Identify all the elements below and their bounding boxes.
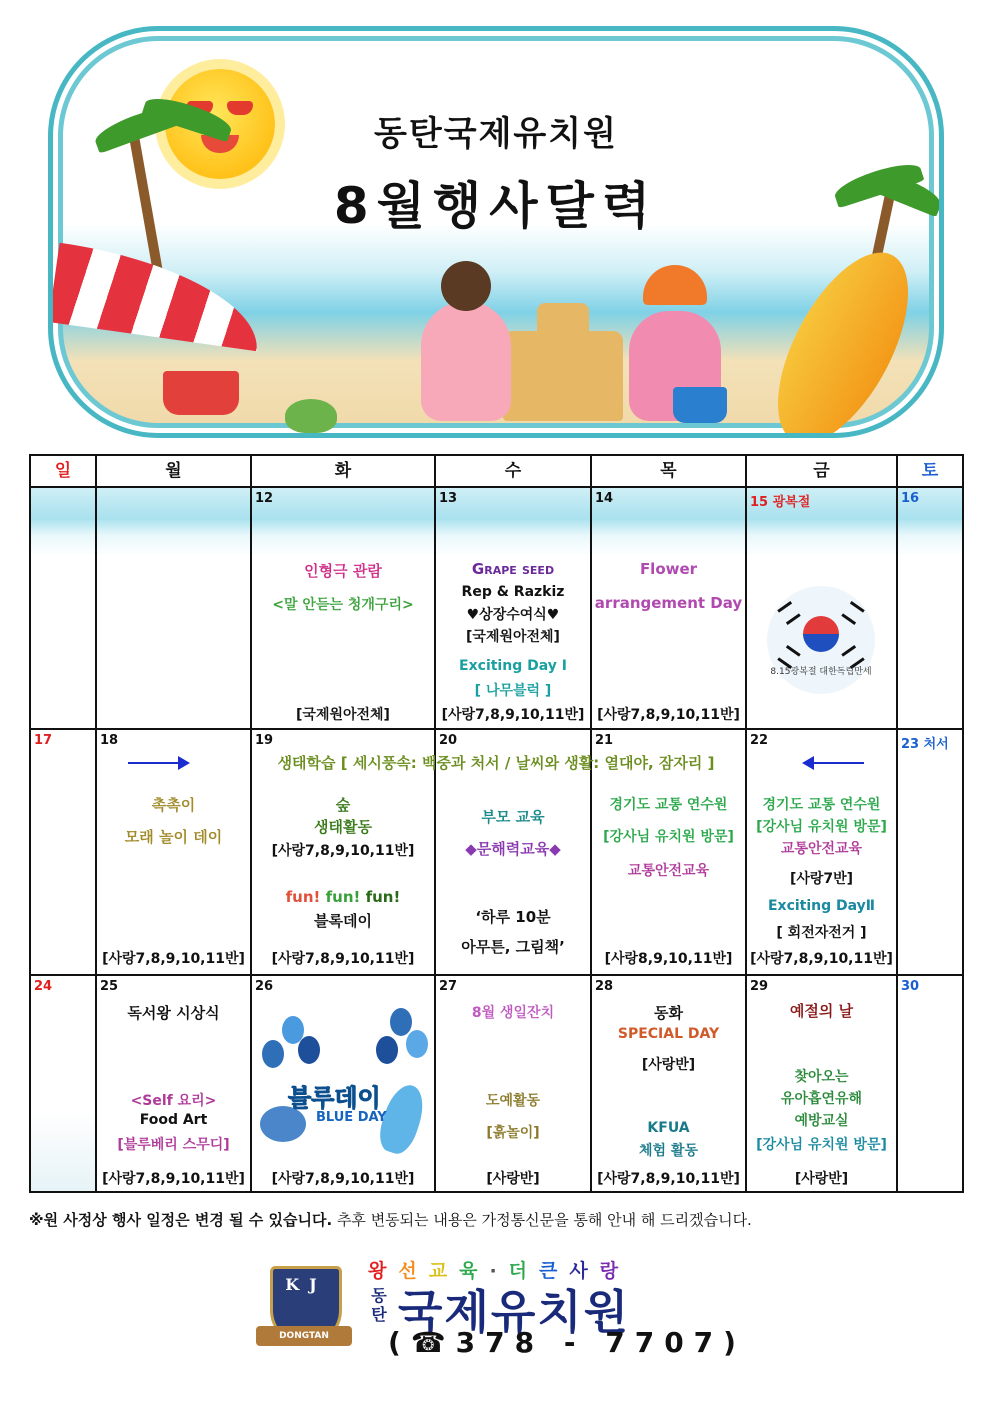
sand-castle	[503, 331, 623, 421]
weekday-sun: 일	[30, 455, 96, 487]
fun-word: fun!	[285, 888, 321, 906]
day-cell-28	[591, 975, 746, 1192]
balloon-icon	[406, 1030, 428, 1058]
event-class: [사랑반]	[486, 1171, 540, 1187]
motto-char: 육	[459, 1260, 490, 1282]
event-title: 모래 놀이 데이	[124, 828, 223, 846]
event-subtitle: [강사님 유치원 방문]	[603, 829, 734, 845]
weekday-sat: 토	[897, 455, 963, 487]
event-subtitle: <말 안듣는 청개구리>	[272, 597, 414, 613]
weekday-fri: 금	[746, 455, 897, 487]
fun-word: fun!	[365, 888, 401, 906]
event-title: arrangement Day	[594, 594, 743, 612]
day-cell-23	[897, 729, 963, 975]
event-title: 블록데이	[314, 912, 372, 930]
balloon-icon	[390, 1008, 412, 1036]
event-title: 예절의 날	[789, 1002, 854, 1020]
event-title: 동화	[654, 1004, 683, 1022]
event-title: 생태활동	[314, 818, 372, 836]
sky-decoration	[436, 488, 590, 556]
event-title: 교통안전교육	[780, 841, 863, 857]
motto-char: 사	[569, 1260, 600, 1282]
event-title: 도예활동	[485, 1093, 541, 1109]
day-cell-17	[30, 729, 96, 975]
blue-bucket	[673, 387, 727, 423]
sea-decoration	[31, 1111, 95, 1191]
event-title: 독서왕 시상식	[127, 1004, 220, 1022]
day-cell-16	[897, 487, 963, 729]
motto-char: 더	[508, 1260, 540, 1282]
event-line: 유아흡연유해	[780, 1091, 863, 1107]
week-row-3	[30, 975, 963, 1192]
event-title: 인형극 관람	[304, 562, 382, 580]
event-line: Rep & Razkiz	[461, 584, 565, 600]
event-line: 예방교실	[794, 1113, 849, 1129]
day-number: 20	[439, 733, 458, 748]
arrow-left-icon	[804, 762, 864, 764]
event-title: 경기도 교통 연수원	[609, 797, 728, 813]
day-number: 30	[901, 979, 920, 994]
day-number: 13	[439, 491, 458, 506]
day-cell-14	[591, 487, 746, 729]
day-number: 27	[439, 979, 458, 994]
balloon-icon	[262, 1040, 284, 1068]
fun-word: fun!	[325, 888, 361, 906]
event-title: 부모 교육	[481, 808, 545, 826]
dongtan-vertical	[366, 1286, 392, 1324]
day-number: 29	[750, 979, 769, 994]
event-class: [사랑7,8,9,10,11반]	[271, 1171, 415, 1187]
event-title: 교통안전교육	[627, 863, 710, 879]
calendar-table	[29, 454, 964, 1193]
day-number: 28	[595, 979, 614, 994]
crest-ribbon: DONGTAN	[256, 1326, 352, 1346]
day-number: 16	[901, 491, 920, 506]
motto-char: 교	[428, 1260, 460, 1282]
event-class: [사랑7,8,9,10,11반]	[441, 707, 585, 723]
trigram-icon	[841, 601, 864, 625]
weekday-thu: 목	[591, 455, 746, 487]
surfboard	[751, 233, 934, 438]
school-crest-logo	[256, 1262, 352, 1352]
event-title: Grape seed	[471, 560, 555, 578]
event-class: [사랑7반]	[789, 871, 854, 887]
event-class: [사랑8,9,10,11반]	[604, 951, 733, 967]
event-title: 경기도 교통 연수원	[762, 797, 881, 813]
event-title: 숲	[335, 796, 351, 814]
day-cell-13	[435, 487, 591, 729]
motto-char: ·	[489, 1260, 509, 1282]
ecology-banner-text: 생태학습 [ 세시풍속: 백중과 처서 / 날씨와 생활: 열대야, 잠자리 ]	[277, 754, 715, 772]
motto-char: 선	[398, 1260, 429, 1282]
event-class: [사랑7,8,9,10,11반]	[102, 1171, 245, 1187]
event-class: [사랑7,8,9,10,11반]	[597, 707, 740, 723]
event-title: SPECIAL DAY	[617, 1026, 720, 1042]
taegeuk-icon	[803, 616, 839, 652]
event-subtitle: [흙놀이]	[486, 1125, 540, 1141]
motto-char: 랑	[599, 1260, 631, 1282]
event-subtitle: [블루베리 스무디]	[117, 1137, 230, 1153]
event-title: 촉촉이	[151, 796, 196, 814]
balloon-icon	[376, 1036, 398, 1064]
day-cell-15	[746, 487, 897, 729]
day-cell	[30, 487, 96, 729]
dongtan-char: 동	[371, 1286, 387, 1305]
page-title: 8월행사달력	[333, 177, 659, 235]
day-number: 17	[34, 733, 53, 748]
event-title: KFUA	[647, 1120, 690, 1136]
motto-char: 왕	[368, 1260, 399, 1282]
motto-char: 큰	[539, 1260, 570, 1282]
day-cell-12	[251, 487, 435, 729]
weekday-header-row	[30, 455, 963, 487]
weekday-tue: 화	[251, 455, 435, 487]
day-cell-25	[96, 975, 251, 1192]
weekday-wed: 수	[435, 455, 591, 487]
trigram-icon	[777, 601, 800, 625]
event-class: [사랑7,8,9,10,11반]	[750, 951, 893, 967]
day-number: 24	[34, 979, 53, 994]
header-banner	[48, 26, 944, 438]
ecology-banner	[96, 752, 896, 782]
day-cell-30	[897, 975, 963, 1192]
event-subtitle: <Self 요리>	[130, 1093, 217, 1109]
dongtan-char: 탄	[371, 1305, 387, 1324]
event-class: [사랑7,8,9,10,11반]	[271, 843, 415, 859]
flag-caption: 8.15광복절 대한독립만세	[770, 667, 872, 677]
child-girl	[421, 301, 511, 421]
sky-decoration	[31, 488, 95, 556]
blue-day-english: BLUE DAY	[316, 1110, 387, 1125]
event-title: Exciting DayⅡ	[767, 898, 876, 914]
arrow-right-icon	[128, 762, 188, 764]
event-class: [사랑반]	[641, 1057, 696, 1073]
phone-number: (☎378 - 7707)	[388, 1326, 746, 1359]
event-subtitle: ‘하루 10분	[475, 908, 551, 926]
event-subtitle: [ 나무블럭 ]	[474, 683, 552, 699]
event-title: Food Art	[139, 1112, 208, 1128]
red-bucket	[163, 371, 239, 415]
event-subtitle: [ 회전자전거 ]	[776, 925, 867, 941]
event-subtitle: 아무튼, 그림책’	[461, 938, 565, 956]
school-name: 동탄국제유치원	[374, 114, 618, 154]
blue-day-korean: 블루데이	[288, 1084, 381, 1112]
schedule-note	[29, 1209, 752, 1230]
sky-decoration	[592, 488, 745, 556]
day-number: 12	[255, 491, 274, 506]
week-row-1	[30, 487, 963, 729]
event-class: [국제원아전체]	[466, 629, 560, 645]
day-number: 19	[255, 733, 274, 748]
event-title: ◆문해력교육◆	[465, 840, 561, 858]
day-number: 23 처서	[901, 737, 949, 752]
note-bold: ※원 사정상 행사 일정은 변경 될 수 있습니다.	[29, 1211, 333, 1229]
day-cell-24	[30, 975, 96, 1192]
event-class: [사랑7,8,9,10,11반]	[271, 951, 415, 967]
coconut-drink	[285, 399, 337, 433]
event-class: [사랑7,8,9,10,11반]	[102, 951, 245, 967]
event-subtitle: [강사님 유치원 방문]	[756, 1137, 887, 1153]
event-class: [국제원아전체]	[296, 707, 390, 723]
event-line: 찾아오는	[794, 1069, 849, 1085]
fun-line	[252, 888, 434, 906]
sky-decoration	[97, 488, 250, 556]
event-title: 8월 생일잔치	[471, 1005, 555, 1021]
event-line: ♥상장수여식♥	[466, 607, 560, 623]
day-number: 14	[595, 491, 614, 506]
event-title: Flower	[639, 560, 698, 578]
kindergarten-name: 국제유치원	[398, 1285, 631, 1339]
blue-day-illustration	[258, 1000, 430, 1160]
day-number: 18	[100, 733, 119, 748]
day-number: 21	[595, 733, 614, 748]
crest-letters: KJ	[285, 1275, 327, 1294]
event-subtitle: 체험 활동	[639, 1143, 698, 1159]
event-title: Exciting Day Ⅰ	[459, 658, 567, 674]
day-number: 22	[750, 733, 769, 748]
day-cell-29	[746, 975, 897, 1192]
event-subtitle: [강사님 유치원 방문]	[756, 819, 887, 835]
day-number: 26	[255, 979, 274, 994]
note-rest: 추후 변동되는 내용은 가정통신문을 통해 안내 해 드리겠습니다.	[332, 1211, 752, 1229]
day-number-holiday: 15 광복절	[750, 495, 811, 510]
day-number: 25	[100, 979, 119, 994]
event-class: [사랑반]	[794, 1171, 849, 1187]
day-cell-27	[435, 975, 591, 1192]
day-cell	[96, 487, 251, 729]
sky-decoration	[252, 488, 434, 556]
balloon-icon	[298, 1036, 320, 1064]
korean-flag-icon	[767, 586, 875, 694]
weekday-mon: 월	[96, 455, 251, 487]
day-cell-26	[251, 975, 435, 1192]
event-class: [사랑7,8,9,10,11반]	[597, 1171, 740, 1187]
